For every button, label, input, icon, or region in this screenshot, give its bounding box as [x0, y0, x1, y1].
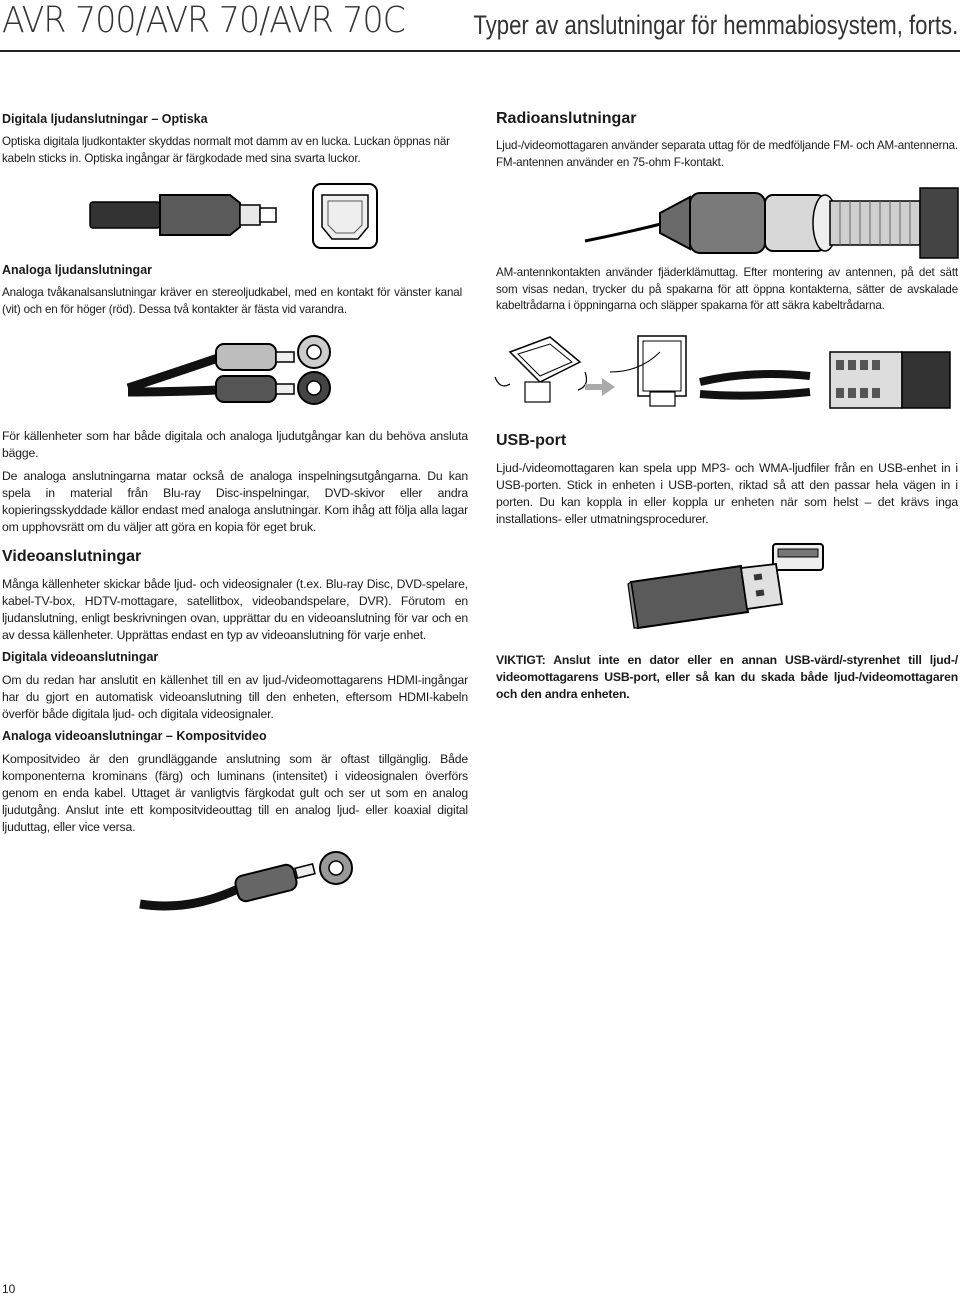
optical-jack-illustration [312, 183, 378, 249]
radio-text: Ljud-/videomottagaren använder separata uttag för de medföljande FM- och AM-antennerna. FM-antennen använder en 75-ohm F-kontakt. [496, 139, 958, 169]
usb-text: Ljud-/videomottagaren kan spela upp MP3- och WMA-ljudfiler från en USB-enhet in i USB-porten. Stick in enheten i USB-porten, riktad så att den passar hela vägen in i porten. Du kan koppla in eller koppla ur enheten när som helst – det krävs inga installations- eller utmatningsprocedurer. [496, 461, 958, 526]
sources-paragraph-2: De analoga anslutningarna matar också de analoga inspelningsutgångarna. Du kan spela in material från Blu-ray Disc-inspelningar, DVD-skivor eller andra kopieringsskyddade källor endast med analoga anslutningar. Kom ihåg att följa alla lagar om upphovsrätt om du väljer att göra en kopia för eget bruk. [2, 469, 468, 534]
video-text: Många källenheter skickar både ljud- och videosignaler (t.ex. Blu-ray Disc, DVD-spelare, kabel-TV-box, HDTV-mottagare, satellitbox, videobandspelare, DVR). Förutom en ljudanslutning, enligt beskrivningen ovan, upprättar du en videoanslutning för var och en av dessa källenheter. Upprättas endast en typ av videoanslutning för varje enhet. [2, 577, 468, 642]
radio-heading: Radioanslutningar [496, 110, 637, 127]
fm-antenna-connector-illustration [585, 183, 960, 263]
composite-cable-illustration [140, 848, 356, 920]
stereo-rca-cable-illustration [128, 330, 338, 410]
am-loop-antenna-illustration [490, 332, 960, 412]
digital-video-text: Om du redan har anslutit en källenhet till en av ljud-/videomottagarens HDMI-ingångar har du gjort en automatisk videoanslutning till den enheten, eftersom HDMI-kabeln överför både digitala ljud- och digitala videosignaler. [2, 673, 468, 721]
analog-audio-heading: Analoga ljudanslutningar [2, 263, 153, 277]
optical-cable-illustration [90, 185, 290, 245]
section-usb [496, 432, 958, 534]
am-antenna-text: AM-antennkontakten använder fjäderklämuttag. Efter montering av antennen, på det sätt som visas nedan, trycker du på spakarna för att öppna kontakterna, sätter de avskalade kabeltrådarna i öppningarna och släpper spakarna för att säkra kabeltrådarna. [496, 266, 958, 312]
header-divider [0, 50, 960, 52]
section-video [2, 428, 468, 842]
section-optical [2, 112, 462, 173]
page-title: Typer av anslutningar för hemmabiosystem, forts. [473, 10, 958, 40]
usb-stick-illustration [626, 562, 786, 632]
video-heading: Videoanslutningar [2, 548, 142, 565]
composite-text: Kompositvideo är den grundläggande anslutning som är oftast tillgänglig. Både komponenterna krominans (färg) och luminans (intensitet) i videosignalen överförs genom en enda kabel. Uttaget är vanligtvis färgkodat gult och ser ut som en analog ljudutgång. Anslut inte ett kompositvideouttag till en analog ljud- eller koaxial digital ljuduttag, eller vice versa. [2, 752, 468, 834]
usb-warning: VIKTIGT: Anslut inte en dator eller en annan USB-värd/-styrenhet till ljud-/ videomottagarens USB-port, eller så kan du skada både ljud-/videomottagaren och den andra enheten. [496, 653, 958, 701]
section-am-antenna [496, 265, 958, 321]
optical-text: Optiska digitala ljudkontakter skyddas normalt mot damm av en lucka. Luckan öppnas när kabeln sticks in. Optiska ingångar är färgkodade med sina svarta luckor. [2, 135, 450, 165]
usb-heading: USB-port [496, 432, 567, 449]
digital-video-heading: Digitala videoanslutningar [2, 650, 159, 664]
section-warning [496, 652, 958, 709]
model-title: AVR 700/AVR 70/AVR 70C [2, 0, 405, 41]
section-analog-audio [2, 263, 462, 324]
composite-heading: Analoga videoanslutningar – Kompositvideo [2, 729, 267, 743]
section-radio [496, 110, 958, 177]
sources-paragraph-1: För källenheter som har både digitala och analoga ljudutgångar kan du behöva ansluta bägge. [2, 429, 468, 460]
page-number: 10 [2, 1282, 16, 1296]
optical-heading: Digitala ljudanslutningar – Optiska [2, 112, 208, 126]
analog-audio-text: Analoga tvåkanalsanslutningar kräver en stereoljudkabel, med en kontakt för vänster kanal (vit) och en för höger (röd). Dessa två kontakter är fästa vid varandra. [2, 286, 462, 316]
